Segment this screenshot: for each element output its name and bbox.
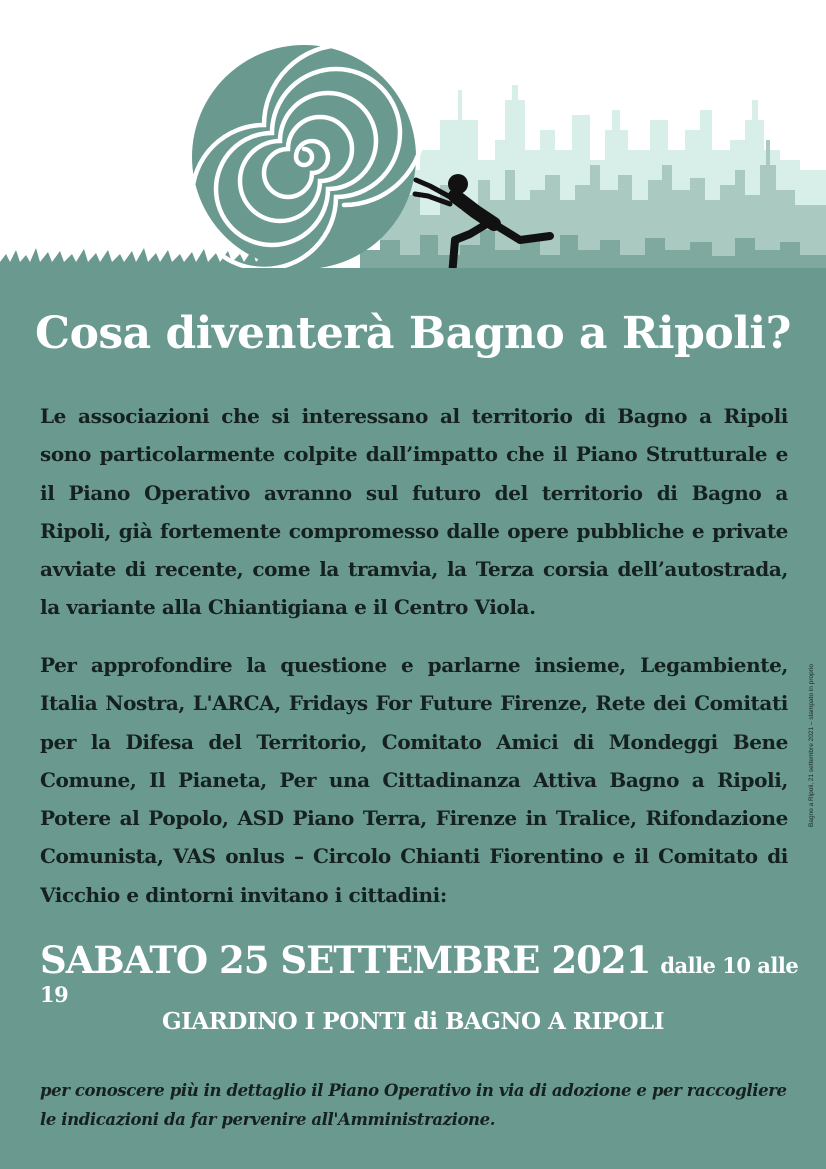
event-venue: GIARDINO I PONTI di BAGNO A RIPOLI xyxy=(162,1008,664,1035)
intro-paragraph-2: Per approfondire la questione e parlarne insieme, Legambiente, Italia Nostra, L'ARCA, Fridays For Future Firenze, Rete dei Comitati per la Difesa del Territorio, Comitato Amici di Mondeggi Bene Comune, Il Pianeta, Per una Cittadinanza Attiva Bagno a Ripoli, Potere al Popolo, ASD Piano Terra, Firenze in Tralice, Rifondazione Comunista, VAS onlus – Circolo Chianti Fiorentino e il Comitato di Vicchio e dintorni invitano i cittadini: xyxy=(40,653,788,907)
illustration-svg xyxy=(0,0,826,290)
intro-paragraph-1: Le associazioni che si interessano al territorio di Bagno a Ripoli sono particolarmente colpite dall’impatto che il Piano Strutturale e il Piano Operativo avranno sul futuro del territorio di Bagno a Ripoli, già fortemente compromesso dalle opere pubbliche e private avviate di recente, come la tramvia, la Terza corsia dell’autostrada, la variante alla Chiantigiana e il Centro Viola. xyxy=(40,404,788,620)
event-date: SABATO 25 SETTEMBRE 2021 xyxy=(40,938,651,982)
side-note: Bagno a Ripoli, 21 settembre 2021 – stampato in proprio xyxy=(808,664,815,827)
event-time: dalle 10 alle 19 xyxy=(40,953,799,1007)
page-title: Cosa diventerà Bagno a Ripoli? xyxy=(35,308,791,359)
header-illustration xyxy=(0,0,826,290)
event-date-line xyxy=(40,938,800,1007)
rolled-turf-icon xyxy=(0,45,424,290)
purpose-text: per conoscere più in dettaglio il Piano Operativo in via di adozione e per raccogliere le indicazioni da far pervenire all'Amministrazione. xyxy=(40,1081,787,1129)
